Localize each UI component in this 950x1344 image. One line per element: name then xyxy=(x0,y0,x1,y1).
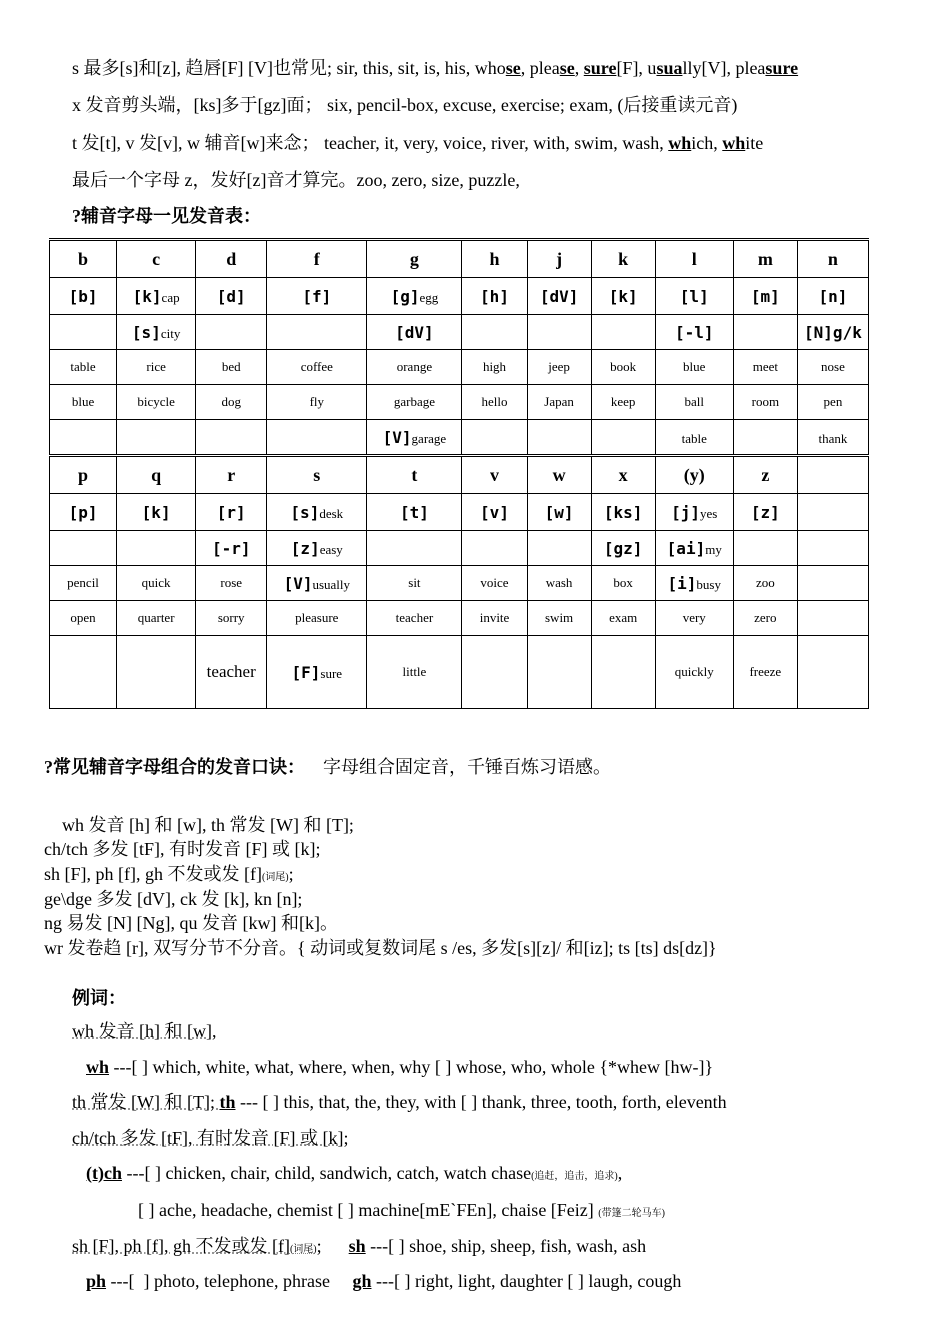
table-cell xyxy=(655,531,733,566)
table-cell xyxy=(367,278,462,315)
table-cell: meet xyxy=(733,350,797,385)
phonetic-symbol: teacher xyxy=(206,661,256,681)
table-cell xyxy=(267,278,367,315)
example-ch-2-words: [ ] ache, headache, chemist [ ] machine[mE`FEn], chaise [Feiz] xyxy=(138,1200,594,1220)
table-cell xyxy=(527,278,591,315)
table-cell: blue xyxy=(50,385,117,420)
table-cell xyxy=(733,278,797,315)
rule-t-v-w xyxy=(72,132,763,154)
table-cell xyxy=(117,566,196,601)
table-cell xyxy=(797,420,868,456)
table-cell xyxy=(50,566,117,601)
phonetic-symbol: [-l] xyxy=(674,322,714,342)
combo-heading xyxy=(44,756,611,778)
table-cell: j xyxy=(527,240,591,278)
example-word: sure xyxy=(320,665,343,681)
table-cell xyxy=(50,315,117,350)
phonetic-symbol: freeze xyxy=(749,664,782,679)
table-cell: high xyxy=(462,350,527,385)
phonetic-symbol: [-r] xyxy=(211,538,251,558)
table-cell xyxy=(462,531,527,566)
table-title: ?辅音字母一见发音表： xyxy=(72,206,261,226)
example-word: city xyxy=(160,325,181,341)
example-word: usually xyxy=(312,576,351,592)
table-cell xyxy=(527,315,591,350)
combo-line-3-end: ; xyxy=(288,864,294,884)
table-cell xyxy=(733,315,797,350)
table-cell xyxy=(367,566,462,601)
example-word: busy xyxy=(696,576,721,592)
table-cell xyxy=(267,420,367,456)
phonetic-symbol: pencil xyxy=(67,575,99,590)
rule-s-highlight: se xyxy=(505,58,521,78)
table-cell xyxy=(733,636,797,709)
rule-t-text: t 发[t], v 发[v], w 辅音[w]来念； teacher, it, very, voice, river, with, swim, wash, xyxy=(72,133,669,153)
example-word: garage xyxy=(411,430,447,446)
example-sh-note: (词尾) xyxy=(289,1244,317,1255)
table-cell: fly xyxy=(267,385,367,420)
table-cell xyxy=(196,278,267,315)
table-cell: r xyxy=(196,456,267,494)
table-cell xyxy=(655,278,733,315)
table-cell: zero xyxy=(733,601,797,636)
table-cell: (y) xyxy=(655,456,733,494)
table-cell xyxy=(462,494,527,531)
table-cell: Japan xyxy=(527,385,591,420)
table-cell: l xyxy=(655,240,733,278)
table-cell xyxy=(117,420,196,456)
table-cell xyxy=(196,420,267,456)
example-ch-end: , xyxy=(617,1163,623,1183)
table-cell xyxy=(797,566,868,601)
table-cell: coffee xyxy=(267,350,367,385)
combo-subtitle: 字母组合固定音，千锤百炼习语感。 xyxy=(323,757,611,777)
example-ch-note: (追赶，追击，追求) xyxy=(531,1171,618,1182)
table-cell: c xyxy=(117,240,196,278)
consonant-table xyxy=(49,238,869,709)
phonetic-symbol: [k] xyxy=(141,502,171,522)
example-wh xyxy=(86,1056,713,1078)
table-cell xyxy=(196,636,267,709)
phonetic-symbol: [h] xyxy=(480,286,509,306)
example-ch xyxy=(86,1162,622,1188)
combo-line-3-note: (词尾) xyxy=(261,872,289,883)
table-cell: blue xyxy=(655,350,733,385)
phonetic-symbol: [dV] xyxy=(395,322,434,342)
rule-s-text: [F], u xyxy=(616,58,657,78)
table-row xyxy=(50,494,869,531)
phonetic-symbol: [b] xyxy=(68,286,98,306)
table-cell: swim xyxy=(527,601,591,636)
table-cell: g xyxy=(367,240,462,278)
table-cell: garbage xyxy=(367,385,462,420)
table-cell xyxy=(733,420,797,456)
example-sh-rule: sh [F], ph [f], gh 不发或发 [f] xyxy=(72,1236,290,1256)
example-word: my xyxy=(705,541,722,557)
table-cell: k xyxy=(591,240,655,278)
phonetic-symbol: [V] xyxy=(283,573,313,593)
table-cell xyxy=(117,315,196,350)
table-cell xyxy=(462,566,527,601)
table-cell: d xyxy=(196,240,267,278)
table-cell: pleasure xyxy=(267,601,367,636)
example-ch-key: (t)ch xyxy=(86,1163,122,1183)
table-cell xyxy=(527,636,591,709)
table-cell xyxy=(367,315,462,350)
phonetic-symbol: [l] xyxy=(679,286,709,306)
phonetic-symbol: [s] xyxy=(290,502,320,522)
table-cell xyxy=(797,494,868,531)
combo-line-3-text: sh [F], ph [f], gh 不发或发 [f] xyxy=(44,864,262,884)
table-cell xyxy=(527,566,591,601)
phonetic-symbol: [N]g/k xyxy=(804,322,862,342)
table-cell xyxy=(591,278,655,315)
rule-s-highlight: sure xyxy=(765,58,799,78)
rule-s xyxy=(72,57,798,79)
table-cell: z xyxy=(733,456,797,494)
table-cell: v xyxy=(462,456,527,494)
example-ch-rule: ch/tch 多发 [tF], 有时发音 [F] 或 [k]; xyxy=(72,1128,349,1148)
phonetic-symbol: sit xyxy=(408,575,421,590)
example-ph-key: ph xyxy=(86,1271,107,1291)
example-ch-words: ---[ ] chicken, chair, child, sandwich, catch, watch chase xyxy=(121,1163,532,1183)
table-cell xyxy=(797,278,868,315)
table-cell: open xyxy=(50,601,117,636)
example-word: table xyxy=(681,430,707,446)
example-wh-words: ---[ ] which, white, what, where, when, why [ ] whose, who, whole {*whew [hw-]} xyxy=(109,1057,714,1077)
phonetic-symbol: [z] xyxy=(290,538,320,558)
table-cell: x xyxy=(591,456,655,494)
phonetic-symbol: [g] xyxy=(390,286,420,306)
table-cell xyxy=(462,420,527,456)
table-cell xyxy=(367,494,462,531)
table-cell: nose xyxy=(797,350,868,385)
example-word: thank xyxy=(818,430,848,446)
phonetic-symbol: [r] xyxy=(216,502,246,522)
table-row xyxy=(50,601,869,636)
table-cell xyxy=(196,566,267,601)
combo-line-1: wh 发音 [h] 和 [w], th 常发 [W] 和 [T]; xyxy=(62,815,354,835)
phonetic-symbol: little xyxy=(402,664,427,679)
table-cell: n xyxy=(797,240,868,278)
table-cell: hello xyxy=(462,385,527,420)
phonetic-symbol: [d] xyxy=(216,286,246,306)
table-cell xyxy=(196,315,267,350)
table-cell xyxy=(733,494,797,531)
table-cell xyxy=(591,636,655,709)
table-cell xyxy=(196,531,267,566)
combo-line-4: ge\dge 多发 [dV], ck 发 [k], kn [n]; xyxy=(44,889,303,909)
example-sh xyxy=(72,1235,646,1261)
table-cell xyxy=(462,278,527,315)
table-cell: keep xyxy=(591,385,655,420)
table-cell xyxy=(117,636,196,709)
phonetic-symbol: [t] xyxy=(399,502,429,522)
table-cell xyxy=(591,494,655,531)
table-cell xyxy=(655,315,733,350)
table-cell xyxy=(117,531,196,566)
combo-title: ?常见辅音字母组合的发音口诀： xyxy=(44,757,305,777)
phonetic-symbol: [j] xyxy=(671,502,701,522)
table-cell: orange xyxy=(367,350,462,385)
table-row xyxy=(50,456,869,494)
table-cell: b xyxy=(50,240,117,278)
table-cell: exam xyxy=(591,601,655,636)
table-cell: f xyxy=(267,240,367,278)
table-row xyxy=(50,636,869,709)
table-cell xyxy=(797,636,868,709)
table-row xyxy=(50,420,869,456)
phonetic-symbol: [k] xyxy=(132,286,162,306)
rule-z: 最后一个字母 z，发好[z]音才算完。zoo, zero, size, puzzle, xyxy=(72,170,520,190)
rule-t-text: ich, xyxy=(691,133,723,153)
rule-x: x 发音剪头端，[ks]多于[gz]面； six, pencil-box, excuse, exercise; exam, (后接重读元音) xyxy=(72,95,738,115)
rule-s-highlight: se xyxy=(559,58,575,78)
table-cell xyxy=(50,420,117,456)
table-cell xyxy=(591,566,655,601)
table-cell: pen xyxy=(797,385,868,420)
table-cell: room xyxy=(733,385,797,420)
table-cell xyxy=(462,315,527,350)
table-cell xyxy=(117,494,196,531)
table-cell: rice xyxy=(117,350,196,385)
example-ph-gh xyxy=(86,1270,681,1292)
table-cell xyxy=(267,315,367,350)
table-row xyxy=(50,278,869,315)
phonetic-symbol: [m] xyxy=(750,286,780,306)
table-cell xyxy=(797,531,868,566)
combo-line-6: wr 发卷趋 [r], 双写分节不分音。{ 动词或复数词尾 s /es, 多发[s][z]/ 和[iz]; ts [ts] ds[dz]} xyxy=(44,938,717,958)
table-cell xyxy=(733,566,797,601)
table-cell xyxy=(591,420,655,456)
table-cell xyxy=(50,494,117,531)
table-cell: m xyxy=(733,240,797,278)
table-cell xyxy=(267,531,367,566)
table-cell xyxy=(527,494,591,531)
phonetic-symbol: quick xyxy=(141,575,171,590)
phonetic-symbol: [s] xyxy=(131,322,161,342)
table-cell xyxy=(655,420,733,456)
table-cell: q xyxy=(117,456,196,494)
example-ch-2 xyxy=(138,1199,665,1225)
table-cell xyxy=(367,531,462,566)
table-cell: sorry xyxy=(196,601,267,636)
phonetic-symbol: voice xyxy=(480,575,509,590)
table-cell: dog xyxy=(196,385,267,420)
table-cell xyxy=(462,636,527,709)
table-row xyxy=(50,350,869,385)
rule-s-text: lly[V], plea xyxy=(682,58,766,78)
phonetic-symbol: [n] xyxy=(818,286,848,306)
example-wh-key: wh xyxy=(86,1057,110,1077)
table-cell xyxy=(655,494,733,531)
table-cell xyxy=(267,566,367,601)
rule-s-text: , xyxy=(574,58,584,78)
table-cell xyxy=(591,531,655,566)
rule-s-highlight: sure xyxy=(583,58,617,78)
example-sh-sep: ; xyxy=(316,1236,349,1256)
table-row xyxy=(50,240,869,278)
table-cell: ball xyxy=(655,385,733,420)
table-cell xyxy=(50,531,117,566)
example-sh-words: ---[ ] shoe, ship, sheep, fish, wash, ash xyxy=(365,1236,647,1256)
phonetic-symbol: box xyxy=(613,575,633,590)
table-cell xyxy=(367,636,462,709)
combo-line-5: ng 易发 [N] [Ng], qu 发音 [kw] 和[k]。 xyxy=(44,913,338,933)
table-row xyxy=(50,385,869,420)
table-cell xyxy=(733,531,797,566)
phonetic-symbol: quickly xyxy=(674,664,714,679)
phonetic-symbol: [ks] xyxy=(603,502,643,522)
rule-s-highlight: sua xyxy=(656,58,683,78)
table-cell: very xyxy=(655,601,733,636)
phonetic-symbol: [dV] xyxy=(539,286,579,306)
example-wh-rule: wh 发音 [h] 和 [w], xyxy=(72,1021,217,1041)
table-cell: p xyxy=(50,456,117,494)
table-cell xyxy=(527,531,591,566)
table-row xyxy=(50,566,869,601)
phonetic-symbol: rose xyxy=(220,575,243,590)
phonetic-symbol: [p] xyxy=(68,502,98,522)
table-cell xyxy=(267,636,367,709)
phonetic-symbol: [F] xyxy=(291,662,321,682)
example-word: desk xyxy=(319,505,344,521)
rule-s-text: s 最多[s]和[z], 趋唇[F] [V]也常见; sir, this, sit, is, his, who xyxy=(72,58,506,78)
example-sh-key: sh xyxy=(348,1236,366,1256)
phonetic-symbol: zoo xyxy=(755,575,775,590)
rule-t-highlight: wh xyxy=(668,133,692,153)
phonetic-symbol: [i] xyxy=(667,573,697,593)
phonetic-symbol: [gz] xyxy=(603,538,643,558)
table-cell xyxy=(655,636,733,709)
table-cell xyxy=(797,456,868,494)
phonetic-symbol: [v] xyxy=(480,502,509,522)
phonetic-symbol: [z] xyxy=(750,502,780,522)
phonetic-symbol: [f] xyxy=(302,286,332,306)
example-word: cap xyxy=(161,289,180,305)
rule-t-text: ite xyxy=(745,133,764,153)
combo-line-3 xyxy=(44,863,294,889)
table-cell xyxy=(50,636,117,709)
table-row xyxy=(50,315,869,350)
example-th xyxy=(72,1091,727,1113)
table-cell xyxy=(50,278,117,315)
example-word: yes xyxy=(700,505,718,521)
table-cell: jeep xyxy=(527,350,591,385)
table-cell: teacher xyxy=(367,601,462,636)
phonetic-symbol: [w] xyxy=(544,502,574,522)
table-cell xyxy=(797,601,868,636)
rule-t-highlight: wh xyxy=(722,133,746,153)
table-cell: t xyxy=(367,456,462,494)
phonetic-symbol: [V] xyxy=(382,427,412,447)
combo-line-2: ch/tch 多发 [tF], 有时发音 [F] 或 [k]; xyxy=(44,839,321,859)
table-cell: h xyxy=(462,240,527,278)
example-word: easy xyxy=(319,541,343,557)
examples-title: 例词： xyxy=(72,988,126,1008)
table-cell xyxy=(527,420,591,456)
phonetic-symbol: [ai] xyxy=(666,538,706,558)
table-cell: bed xyxy=(196,350,267,385)
table-cell xyxy=(655,566,733,601)
table-cell: table xyxy=(50,350,117,385)
table-cell: bicycle xyxy=(117,385,196,420)
example-ph-words: ---[ ] photo, telephone, phrase xyxy=(106,1271,353,1291)
table-cell: invite xyxy=(462,601,527,636)
example-th-rule: th 常发 [W] 和 [T]; xyxy=(72,1092,220,1112)
table-cell xyxy=(117,278,196,315)
table-cell xyxy=(591,315,655,350)
table-cell xyxy=(367,420,462,456)
example-th-key: th xyxy=(219,1092,236,1112)
example-gh-key: gh xyxy=(352,1271,372,1291)
table-cell xyxy=(797,315,868,350)
example-word: egg xyxy=(419,289,439,305)
rule-s-text: , plea xyxy=(520,58,560,78)
example-ch-2-note: (带篷二轮马车) xyxy=(598,1208,665,1219)
table-cell: s xyxy=(267,456,367,494)
example-th-words: --- [ ] this, that, the, they, with [ ] thank, three, tooth, forth, eleventh xyxy=(235,1092,727,1112)
phonetic-symbol: wash xyxy=(545,575,573,590)
table-cell: w xyxy=(527,456,591,494)
table-cell xyxy=(267,494,367,531)
table-cell xyxy=(196,494,267,531)
table-row xyxy=(50,531,869,566)
example-gh-words: ---[ ] right, light, daughter [ ] laugh, cough xyxy=(371,1271,682,1291)
phonetic-symbol: [k] xyxy=(608,286,638,306)
table-cell: quarter xyxy=(117,601,196,636)
table-cell: book xyxy=(591,350,655,385)
